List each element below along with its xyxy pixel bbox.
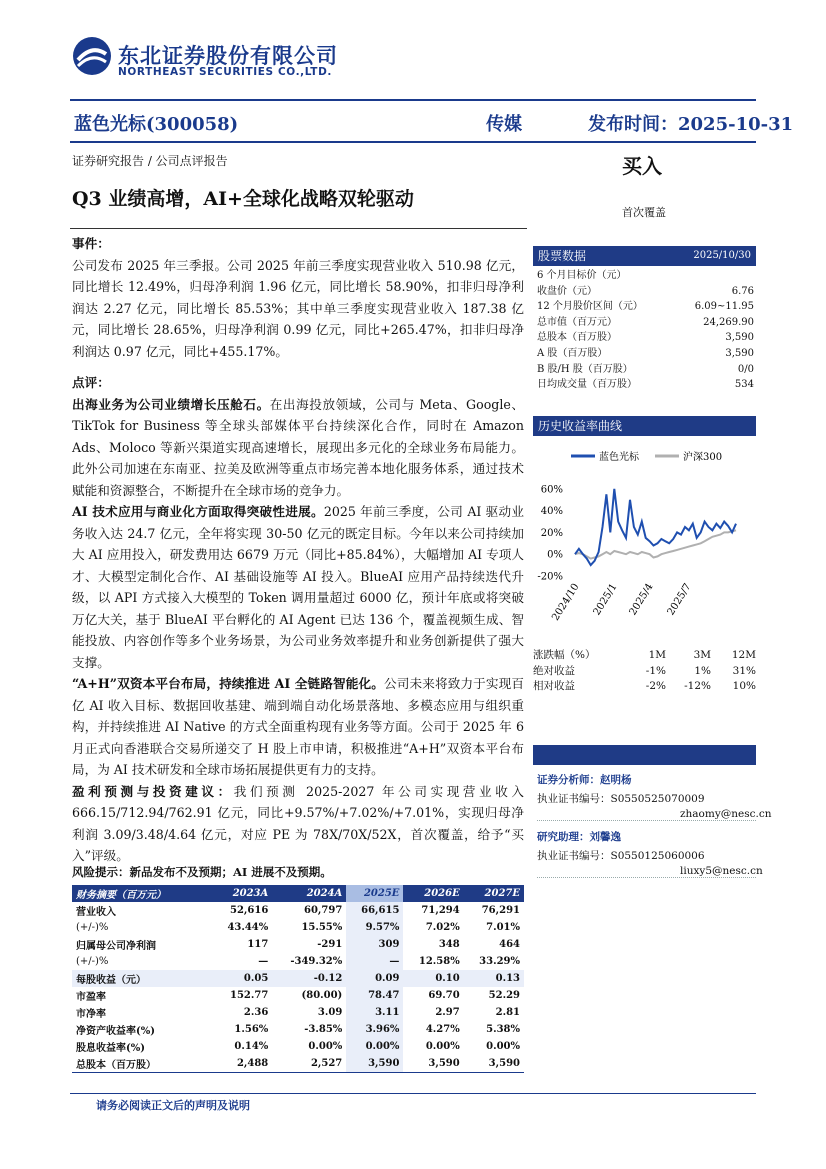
returns-cell: 绝对收益 xyxy=(533,664,575,677)
fin-header-cell: 2026E xyxy=(403,885,463,902)
fin-cell: 52.29 xyxy=(488,990,520,1001)
stock-data-value: 6.09~11.95 xyxy=(694,301,754,313)
fin-cell: 市净率 xyxy=(76,1009,106,1020)
stock-data-key: 日均成交量（百万股） xyxy=(537,379,637,391)
fin-cell: -349.32% xyxy=(290,956,343,967)
returns-row xyxy=(533,679,756,695)
stock-data-date: 2025/10/30 xyxy=(693,250,751,261)
risk-line xyxy=(72,864,332,880)
header-bottom-line xyxy=(70,141,756,143)
fin-cell: 2,488 xyxy=(236,1058,269,1069)
returns-cell: 相对收益 xyxy=(533,680,575,692)
analyst-email[interactable]: liuxy5@nesc.cn xyxy=(537,865,756,878)
industry-label: 传媒 xyxy=(486,114,522,135)
fin-cell: 0.00% xyxy=(308,1041,343,1052)
fin-header-cell: 2025E xyxy=(346,885,403,902)
stock-data-key: 总股本（百万股） xyxy=(537,332,617,344)
fin-header-row xyxy=(72,885,524,902)
fin-row xyxy=(72,936,524,953)
comment-para-3: “A+H”双资本平台布局，持续推进 AI 全链路智能化。公司未来将致力于实现百亿 AI 收入目标、数据回收基建、端到端自动化场景落地、多模态应用与组织重构，并持续推进 AI Native 的方式全面重构现有业务等方面。公司于 2025 年 6 月正式向香港联合交易所递交了 H 股上市申请，积极推进“A+H”双资本平台布局，为 AI 技术研发和全球市场拓展提供更有力的支持。 xyxy=(72,676,525,777)
rating: 买入 xyxy=(622,154,662,178)
sidebar-blue-band xyxy=(533,745,756,765)
fin-cell: 71,294 xyxy=(421,905,460,916)
x-tick-label: 2025/1 xyxy=(591,581,620,618)
financial-summary-table xyxy=(72,885,524,1073)
stock-data-value: 3,590 xyxy=(725,332,754,344)
y-tick-label: 0% xyxy=(547,549,563,561)
fin-cell: 1.56% xyxy=(234,1024,269,1035)
fin-row xyxy=(72,1038,524,1055)
risk-label: 风险提示： xyxy=(72,865,130,879)
return-chart-svg xyxy=(533,440,756,630)
fin-cell: -3.85% xyxy=(304,1024,343,1035)
fin-cell: — xyxy=(258,956,269,967)
fin-row xyxy=(72,1021,524,1038)
fin-row xyxy=(72,919,524,936)
stock-data-key: 收盘价（元） xyxy=(537,285,597,297)
stock-data-key: B 股/H 股（百万股） xyxy=(537,363,633,375)
event-text: 公司发布 2025 年三季报。公司 2025 年前三季度实现营业收入 510.98 亿元，同比增长 12.49%，归母净利润 1.96 亿元，同比增长 58.90%，扣非归母净利润达 2.27 亿元，同比增长 85.53%；其中单三季度实现营业收入 187.38 亿元，同比增长 28.65%，归母净利润 0.99 亿元，同比+265.47%，扣非归母净利润达 0.97 亿元，同比+455.17%。 xyxy=(72,257,524,359)
fin-cell: 66,615 xyxy=(346,902,403,919)
fin-cell: 43.44% xyxy=(227,922,269,933)
y-tick-label: 20% xyxy=(540,527,563,539)
returns-cell: 31% xyxy=(732,664,756,677)
fin-cell: 76,291 xyxy=(481,905,520,916)
fin-cell: 152.77 xyxy=(230,990,269,1001)
company-logo xyxy=(72,36,112,76)
footer-line xyxy=(70,1093,756,1094)
comment-para-4: 盈利预测与投资建议：我们预测 2025-2027 年公司实现营业收入 666.15/712.94/762.91 亿元，同比+9.57%/+7.02%/+7.01%，实现归母净利润 3.09/3.48/4.64 亿元，对应 PE 为 78X/70X/52X，首次覆盖，给予“买入”评级。 xyxy=(72,783,524,863)
returns-cell: -2% xyxy=(645,680,666,692)
chart-title: 历史收益率曲线 xyxy=(533,416,756,436)
logo-emblem-icon xyxy=(72,36,112,76)
fin-cell: 15.55% xyxy=(301,922,343,933)
company-name-en: NORTHEAST SECURITIES CO.,LTD. xyxy=(118,66,332,78)
comment-para-2: AI 技术应用与商业化方面取得突破性进展。2025 年前三季度，公司 AI 驱动业务收入达 24.7 亿元，全年将实现 30-50 亿元的既定目标。今年以来公司持续加大 AI 应用投入，研发费用达 6679 万元（同比+85.84%），大幅增加 AI 专项人才、大模型定制化合作、AI 基础设施等 AI 投入。BlueAI 应用产品持续迭代升级，以 API 方式接入大模型的 Token 调用量超过 6000 亿，预计年底或将突破万亿大关，基于 BlueAI 平台孵化的 AI Agent 已达 136 个，覆盖视频生成、智能投放、内容创作等多个业务场景，为公司业务效率提升和业务创新提供了强大支撑。 xyxy=(72,504,524,670)
fin-cell: 7.01% xyxy=(486,922,520,933)
stock-data-key: A 股（百万股） xyxy=(537,347,608,359)
fin-cell: — xyxy=(346,953,403,970)
report-title: Q3 业绩高增，AI+全球化战略双轮驱动 xyxy=(72,188,414,210)
fin-cell: (80.00) xyxy=(301,990,343,1001)
fin-header-cell: 2027E xyxy=(464,885,524,902)
returns-row xyxy=(533,664,756,680)
fin-cell: 3,590 xyxy=(428,1058,460,1069)
fin-header-cell: 2023A xyxy=(212,885,272,902)
analyst-cert: 执业证书编号：S0550125060006 xyxy=(537,850,705,862)
fin-row xyxy=(72,987,524,1004)
report-category: 证券研究报告 / 公司点评报告 xyxy=(72,154,228,168)
fin-cell: 0.00% xyxy=(486,1041,520,1052)
returns-header-row xyxy=(533,648,756,664)
x-tick-label: 2025/4 xyxy=(627,581,656,618)
series-line xyxy=(575,489,736,565)
stock-data-row xyxy=(537,330,754,346)
fin-cell: (+/-)% xyxy=(76,956,109,967)
stock-data-value: 6.76 xyxy=(731,285,754,297)
coverage: 首次覆盖 xyxy=(622,206,666,219)
fin-cell: 7.02% xyxy=(425,922,460,933)
fin-cell: (+/-)% xyxy=(76,922,109,933)
fin-cell: 3.09 xyxy=(317,1007,343,1018)
returns-cell: 涨跌幅（%） xyxy=(533,649,596,661)
fin-cell: 78.47 xyxy=(346,987,403,1004)
fin-cell: 0.00% xyxy=(346,1038,403,1055)
fin-cell: 3,590 xyxy=(488,1058,520,1069)
comment-para-1: 出海业务为公司业绩增长压舱石。在出海投放领域，公司与 Meta、Google、TikTok for Business 等全球头部媒体平台持续深化合作，同时在 Amazon Ads、Moloco 等新兴渠道实现高速增长，展现出多元化的全球业务布局能力。此外公司加速在东南亚、拉美及欧洲等重点市场完善本地化服务体系，通过技术赋能和资源整合，不断提升在全球市场的竞争力。 xyxy=(72,396,524,498)
returns-table xyxy=(533,648,756,695)
fin-cell: 0.13 xyxy=(495,973,520,984)
returns-cell: 10% xyxy=(732,680,756,692)
stock-data-row xyxy=(537,299,754,315)
stock-data-row xyxy=(537,362,754,378)
legend-label: 沪深300 xyxy=(683,452,723,463)
fin-cell: 3.96% xyxy=(346,1021,403,1038)
fin-cell: 69.70 xyxy=(428,990,460,1001)
stock-name: 蓝色光标(300058) xyxy=(74,114,239,135)
stock-data-value: 3,590 xyxy=(725,347,754,359)
returns-cell: 3M xyxy=(693,649,711,661)
fin-cell: 309 xyxy=(346,936,403,953)
fin-cell: 3.11 xyxy=(346,1004,403,1021)
fin-cell: 营业收入 xyxy=(76,907,116,918)
fin-cell: 每股收益（元） xyxy=(76,975,146,986)
fin-cell: 117 xyxy=(247,939,269,950)
fin-cell: 0.05 xyxy=(243,973,269,984)
stock-data-row xyxy=(537,315,754,331)
fin-row xyxy=(72,1004,524,1021)
analyst-email[interactable]: zhaomy@nesc.cn xyxy=(537,808,756,821)
x-tick-label: 2024/10 xyxy=(550,581,582,623)
analyst-block-2 xyxy=(537,829,763,878)
footer-disclaimer: 请务必阅读正文后的声明及说明 xyxy=(96,1099,250,1112)
fin-row xyxy=(72,953,524,970)
stock-data-panel xyxy=(533,246,756,393)
analyst-role-name: 研究助理：刘馨逸 xyxy=(537,831,621,843)
header-top-line xyxy=(70,99,756,101)
stock-data-key: 12 个月股价区间（元） xyxy=(537,301,643,313)
fin-cell: 12.58% xyxy=(418,956,460,967)
fin-cell: 2.97 xyxy=(435,1007,460,1018)
fin-cell: 0.10 xyxy=(435,973,460,984)
fin-cell: 52,616 xyxy=(230,905,269,916)
returns-cell: -1% xyxy=(645,664,666,677)
fin-header-cell: 财务摘要（百万元） xyxy=(72,885,212,902)
fin-cell: 总股本（百万股） xyxy=(76,1060,156,1071)
fin-cell: 0.14% xyxy=(234,1041,269,1052)
analyst-cert: 执业证书编号：S0550525070009 xyxy=(537,793,705,805)
main-body xyxy=(72,233,524,867)
fin-row xyxy=(72,1055,524,1073)
fin-cell: 股息收益率(%) xyxy=(76,1043,145,1054)
fin-cell: 2.36 xyxy=(243,1007,269,1018)
stock-data-row xyxy=(537,346,754,362)
fin-row xyxy=(72,970,524,987)
fin-cell: 市盈率 xyxy=(76,992,106,1003)
risk-text: 新品发布不及预期；AI 进展不及预期。 xyxy=(129,865,332,879)
returns-cell: 1M xyxy=(648,649,666,661)
stock-data-key: 总市值（百万元） xyxy=(537,316,617,328)
fin-cell: 3,590 xyxy=(346,1055,403,1073)
y-tick-label: 40% xyxy=(540,506,563,518)
fin-cell: 0.09 xyxy=(346,970,403,987)
fin-cell: 2,527 xyxy=(310,1058,343,1069)
fin-cell: -0.12 xyxy=(313,973,343,984)
fin-cell: 348 xyxy=(438,939,460,950)
returns-cell: 12M xyxy=(731,649,756,661)
return-chart xyxy=(533,440,756,630)
returns-cell: -12% xyxy=(684,680,711,692)
fin-cell: 归属母公司净利润 xyxy=(76,941,156,952)
fin-cell: 5.38% xyxy=(486,1024,520,1035)
fin-row xyxy=(72,902,524,919)
fin-cell: 9.57% xyxy=(346,919,403,936)
fin-cell: 33.29% xyxy=(479,956,520,967)
stock-data-value: 534 xyxy=(734,379,754,391)
analyst-block-1 xyxy=(537,772,772,821)
fin-cell: 464 xyxy=(499,939,520,950)
fin-cell: 60,797 xyxy=(304,905,343,916)
returns-cell: 1% xyxy=(694,664,711,677)
event-heading: 事件： xyxy=(72,236,110,251)
stock-data-value: 0/0 xyxy=(737,363,754,375)
fin-cell: 0.00% xyxy=(425,1041,460,1052)
y-tick-label: 60% xyxy=(540,484,563,496)
publish-date: 发布时间：2025-10-31 xyxy=(588,114,794,135)
fin-cell: 净资产收益率(%) xyxy=(76,1026,155,1037)
analyst-role-name: 证券分析师：赵明杨 xyxy=(537,774,632,786)
fin-header-cell: 2024A xyxy=(272,885,346,902)
stock-data-row xyxy=(537,268,754,284)
stock-data-row xyxy=(537,377,754,393)
stock-data-title: 股票数据 xyxy=(538,249,587,263)
stock-data-row xyxy=(537,284,754,300)
fin-cell: 4.27% xyxy=(425,1024,460,1035)
stock-data-value: 24,269.90 xyxy=(703,316,754,328)
fin-cell: -291 xyxy=(317,939,343,950)
x-tick-label: 2025/7 xyxy=(665,581,694,618)
stock-data-header xyxy=(533,246,756,266)
company-name-cn: 东北证券股份有限公司 xyxy=(118,44,338,68)
legend-label: 蓝色光标 xyxy=(599,452,639,463)
y-tick-label: -20% xyxy=(537,571,563,583)
stock-data-key: 6 个月目标价（元） xyxy=(537,270,627,281)
fin-cell: 2.81 xyxy=(495,1007,520,1018)
comment-heading: 点评： xyxy=(72,375,110,390)
title-divider xyxy=(70,228,527,229)
